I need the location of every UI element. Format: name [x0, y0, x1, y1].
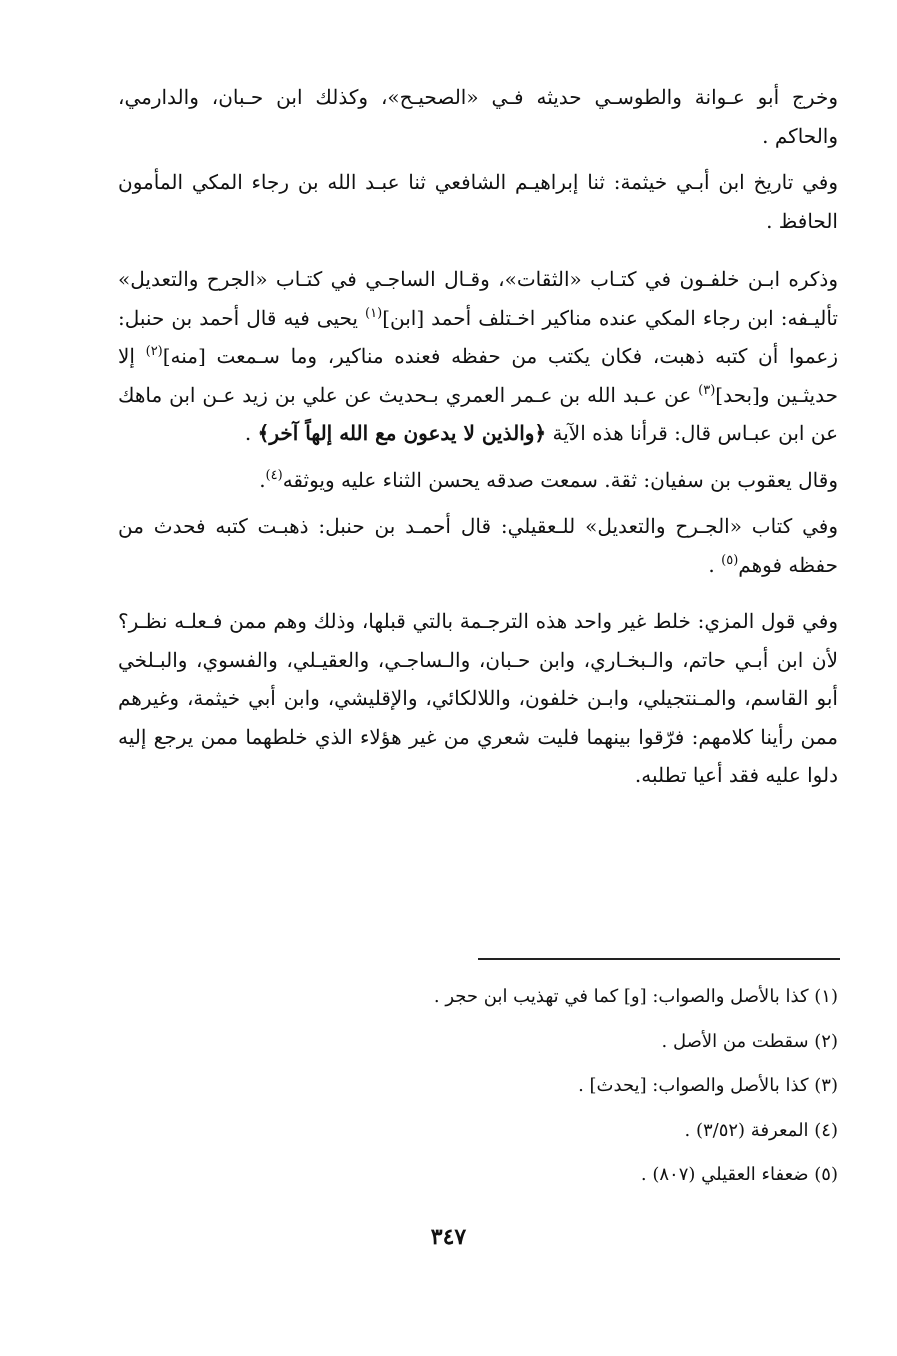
paragraph-5-part-a: وفي كتاب «الجـرح والتعديل» للـعقيلي: قال أحمـد بن حنبل: ذهبـت كتبه فحدث من حفظه فوهم — [118, 514, 838, 577]
footnote-divider — [478, 958, 840, 960]
paragraph-1: وخرج أبو عـوانة والطوسـي حديثه فـي «الصحيـح»، وكذلك ابن حـبان، والدارمي، والحاكم . — [118, 85, 838, 148]
footnote-1: (١) كذا بالأصل والصواب: [و] كما في تهذيب ابن حجر . — [433, 986, 838, 1007]
footnote-2: (٢) سقطت من الأصل . — [661, 1030, 838, 1052]
paragraph-4-part-a: وقال يعقوب بن سفيان: ثقة. سمعت صدقه يحسن الثناء عليه ويوثقه — [282, 467, 838, 492]
main-text — [118, 78, 838, 795]
footnote-5: (٥) ضعفاء العقيلي (٨٠٧) . — [640, 1164, 838, 1185]
paragraph-4 — [118, 461, 838, 500]
footnote-3: (٣) كذا بالأصل والصواب: [يحدث] . — [578, 1075, 838, 1096]
quran-verse: ﴿والذين لا يدعون مع الله إلهاً آخر﴾ — [257, 421, 547, 445]
paragraph-3-part-e: . — [244, 421, 258, 445]
page-number: ٣٤٧ — [430, 1224, 467, 1250]
paragraph-3-part-c: إلا حديثـين و[بحد] — [118, 344, 838, 407]
footnote-ref-5: (٥) — [721, 552, 739, 568]
paragraph-3-part-d: عن عـبد الله بن عـمر العمري بـحديث عن علي بن زيد عـن ابن ماهك عن ابن عبـاس قال: قرأنا هذه الآية — [118, 382, 838, 445]
paragraph-5-part-b: . — [708, 552, 722, 577]
footnote-ref-4: (٤) — [265, 467, 283, 483]
footnote-4: (٤) المعرفة (٣/٥٢) . — [684, 1119, 838, 1141]
paragraph-3-part-b: يحيى فيه قال أحمد بن حنبل: زعموا أن كتبه ذهبت، فكان يكتب من حفظه فعنده مناكير، وما سـمعت [منه] — [118, 305, 838, 368]
footnotes — [300, 975, 838, 1198]
paragraph-5 — [118, 507, 838, 584]
paragraph-3-part-a: وذكره ابـن خلفـون في كتـاب «الثقات»، وقـال الساجـي في كتـاب «الجرح والتعديل» تأليـفه: ابن رجاء المكي عنده مناكير اخـتلف أحمد [ابن] — [118, 267, 839, 330]
footnote-ref-3: (٣) — [698, 382, 716, 398]
paragraph-4-part-b: . — [259, 467, 266, 492]
footnote-ref-2: (٢) — [145, 344, 163, 359]
footnote-ref-1: (١) — [365, 305, 383, 321]
paragraph-6: وفي قول المزي: خلط غير واحد هذه الترجـمة بالتي قبلها، وذلك وهم ممن فـعلـه نظـر؟ لأن ابن أبـي حاتم، والـبخـاري، وابن حـبان، والـساجـي، والعقيـلي، والفسوي، والبـلخي أبو القاسم، والمـنتجيلي، وابـن خلفون، واللالكائي، والإقليشي، وابن أبي خيثمة، وغيرهم ممن رأينا كلامهم: فرّقوا بينهما فليت شعري من غير هؤلاء الذي خلطهما ممن يرجع إليه دلوا عليه فقد أعيا تطلبه. — [118, 609, 838, 787]
paragraph-2: وفي تاريخ ابن أبـي خيثمة: ثنا إبراهيـم الشافعي ثنا عبـد الله بن رجاء المكي المأمون الحافظ . — [118, 170, 838, 233]
paragraph-3 — [118, 260, 838, 453]
